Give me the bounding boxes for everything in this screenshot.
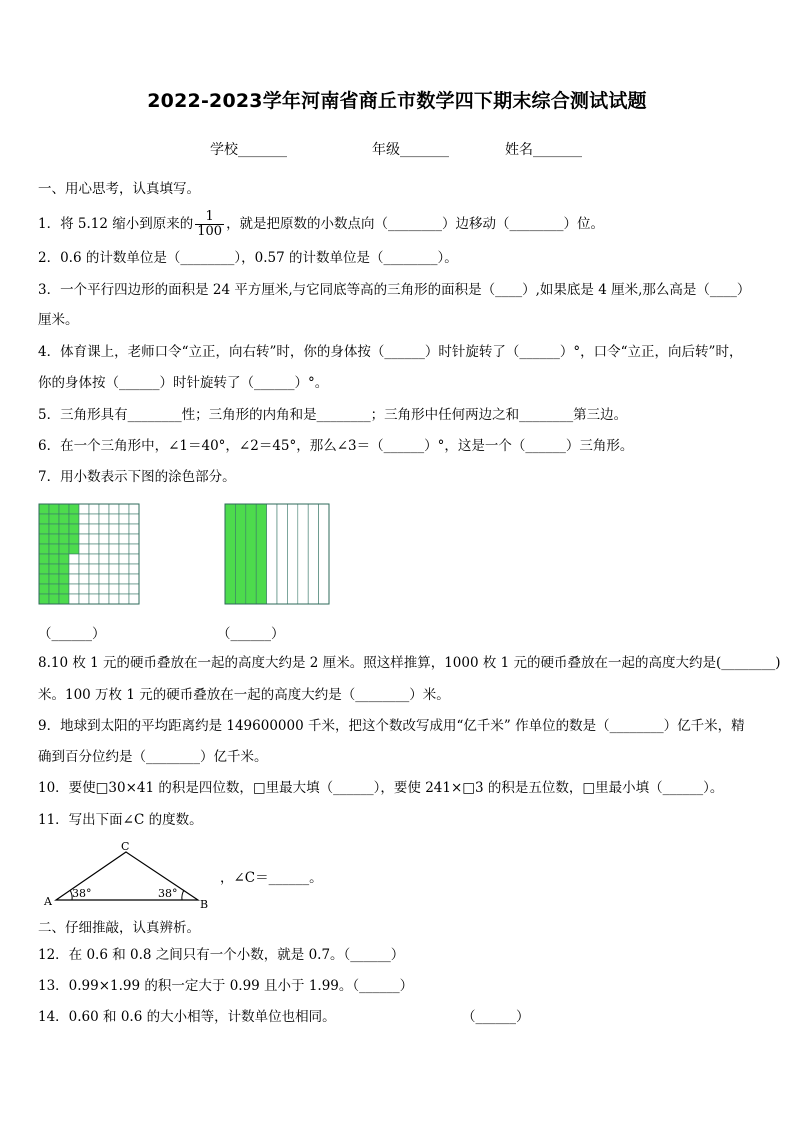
question-9-line-1: 9．地球到太阳的平均距离约是 149600000 千米，把这个数改写成用“亿千米” 作单位的数是（________）亿千米，精 [38, 718, 745, 734]
vertex-c-label: C [121, 840, 130, 853]
question-8-line-2: 米。100 万枚 1 元的硬币叠放在一起的高度大约是（________）米。 [38, 687, 450, 703]
question-14: 14．0.60 和 0.6 的大小相等，计数单位也相同。 [38, 1009, 336, 1025]
empty-cell [129, 584, 139, 594]
empty-strip [277, 504, 287, 604]
question-9-line-2: 确到百分位约是（________）亿千米。 [38, 749, 268, 765]
shaded-cell [49, 534, 59, 544]
shaded-cell [49, 564, 59, 574]
q7-answer-blank-1: （______） [38, 626, 106, 642]
empty-cell [79, 544, 89, 554]
empty-cell [109, 534, 119, 544]
empty-cell [119, 564, 129, 574]
shaded-cell [39, 514, 49, 524]
section-1-heading: 一、用心思考，认真填写。 [38, 181, 200, 197]
empty-cell [79, 524, 89, 534]
shaded-cell [59, 574, 69, 584]
empty-cell [79, 574, 89, 584]
empty-cell [99, 594, 109, 604]
empty-cell [109, 584, 119, 594]
empty-cell [119, 514, 129, 524]
shaded-cell [59, 524, 69, 534]
shaded-cell [49, 514, 59, 524]
empty-cell [119, 544, 129, 554]
empty-cell [89, 554, 99, 564]
question-7: 7．用小数表示下图的涂色部分。 [38, 469, 236, 485]
shaded-cell [59, 584, 69, 594]
empty-cell [109, 544, 119, 554]
empty-cell [129, 574, 139, 584]
angle-b-label: 38° [158, 887, 178, 900]
name-field: 姓名_______ [505, 142, 582, 158]
empty-cell [69, 584, 79, 594]
shaded-cell [39, 554, 49, 564]
shaded-cell [39, 544, 49, 554]
question-10: 10．要使□30×41 的积是四位数，□里最大填（______），要使 241×□3 的积是五位数，□里最小填（______）。 [38, 780, 724, 796]
question-8-line-1: 8.10 枚 1 元的硬币叠放在一起的高度大约是 2 厘米。照这样推算，1000 枚 1 元的硬币叠放在一起的高度大约是(________) [38, 655, 781, 671]
question-5: 5．三角形具有________性；三角形的内角和是________；三角形中任何两边之和________第三边。 [38, 407, 628, 423]
question-1 [38, 210, 768, 239]
shaded-cell [59, 504, 69, 514]
shaded-cell [39, 564, 49, 574]
empty-cell [89, 594, 99, 604]
empty-cell [99, 514, 109, 524]
question-11-answer: ，∠C＝______。 [220, 870, 323, 886]
question-12: 12．在 0.6 和 0.8 之间只有一个小数，就是 0.7。（______） [38, 947, 405, 963]
empty-cell [99, 504, 109, 514]
school-field: 学校_______ [210, 142, 287, 158]
empty-cell [69, 564, 79, 574]
question-14-blank: （______） [462, 1009, 530, 1025]
empty-cell [129, 554, 139, 564]
empty-cell [109, 574, 119, 584]
empty-cell [129, 504, 139, 514]
empty-cell [129, 524, 139, 534]
shaded-strip [256, 504, 266, 604]
question-1-before: 1．将 5.12 缩小到原来的 [38, 216, 194, 232]
empty-cell [99, 534, 109, 544]
shaded-cell [49, 584, 59, 594]
fraction-denominator: 100 [197, 224, 223, 239]
empty-cell [79, 534, 89, 544]
empty-cell [129, 544, 139, 554]
empty-cell [129, 514, 139, 524]
empty-cell [69, 594, 79, 604]
empty-cell [89, 514, 99, 524]
empty-cell [89, 564, 99, 574]
shaded-cell [59, 514, 69, 524]
shaded-cell [49, 544, 59, 554]
shaded-cell [39, 534, 49, 544]
empty-cell [99, 524, 109, 534]
shaded-cell [69, 514, 79, 524]
shaded-cell [39, 504, 49, 514]
angle-a-label: 38° [72, 887, 92, 900]
empty-cell [69, 574, 79, 584]
shaded-cell [59, 554, 69, 564]
angle-b-arc [182, 890, 184, 900]
shaded-cell [39, 524, 49, 534]
empty-cell [89, 574, 99, 584]
question-11: 11．写出下面∠C 的度数。 [38, 812, 203, 828]
question-3-line-1: 3．一个平行四边形的面积是 24 平方厘米,与它同底等高的三角形的面积是（____）,如果底是 4 厘米,那么高是（____） [38, 282, 751, 298]
shaded-strip [235, 504, 245, 604]
grade-field: 年级_______ [372, 142, 449, 158]
empty-cell [129, 564, 139, 574]
empty-cell [99, 544, 109, 554]
empty-cell [129, 534, 139, 544]
shaded-cell [49, 554, 59, 564]
shaded-cell [49, 504, 59, 514]
triangle-abc-figure [38, 838, 213, 910]
shaded-cell [69, 524, 79, 534]
question-6: 6．在一个三角形中，∠1＝40°，∠2＝45°，那么∠3＝（______）°，这是一个（______）三角形。 [38, 438, 634, 454]
shaded-cell [59, 564, 69, 574]
shaded-cell [49, 594, 59, 604]
empty-cell [119, 534, 129, 544]
empty-cell [99, 574, 109, 584]
empty-cell [99, 554, 109, 564]
empty-cell [109, 564, 119, 574]
empty-strip [308, 504, 318, 604]
shaded-strip [246, 504, 256, 604]
empty-cell [79, 504, 89, 514]
shaded-cell [59, 544, 69, 554]
empty-cell [99, 564, 109, 574]
shaded-cell [49, 574, 59, 584]
question-13: 13．0.99×1.99 的积一定大于 0.99 且小于 1.99。（______） [38, 978, 414, 994]
vertex-b-label: B [200, 898, 209, 910]
empty-cell [109, 514, 119, 524]
empty-cell [109, 554, 119, 564]
empty-cell [79, 514, 89, 524]
empty-cell [89, 544, 99, 554]
empty-cell [119, 584, 129, 594]
empty-cell [89, 504, 99, 514]
empty-cell [119, 504, 129, 514]
empty-strip [319, 504, 329, 604]
shaded-cell [39, 594, 49, 604]
empty-cell [119, 554, 129, 564]
empty-strip [287, 504, 297, 604]
empty-cell [79, 594, 89, 604]
shaded-cell [59, 534, 69, 544]
empty-cell [79, 554, 89, 564]
question-4-line-2: 你的身体按（______）时针旋转了（______）°。 [38, 375, 329, 391]
shaded-cell [39, 584, 49, 594]
empty-cell [69, 554, 79, 564]
question-2: 2．0.6 的计数单位是（________），0.57 的计数单位是（________）。 [38, 250, 458, 266]
fraction-numerator: 1 [195, 210, 224, 225]
shaded-cell [39, 574, 49, 584]
empty-cell [119, 574, 129, 584]
empty-strip [267, 504, 277, 604]
shaded-cell [69, 504, 79, 514]
vertex-a-label: A [44, 895, 52, 908]
empty-cell [89, 524, 99, 534]
section-2-heading: 二、仔细推敲，认真辨析。 [38, 920, 200, 936]
fraction-one-hundredth [195, 210, 224, 239]
empty-cell [119, 594, 129, 604]
shaded-cell [59, 594, 69, 604]
empty-cell [89, 534, 99, 544]
shaded-strip [225, 504, 235, 604]
shaded-cell [69, 544, 79, 554]
empty-cell [79, 584, 89, 594]
empty-cell [99, 584, 109, 594]
hundred-grid-figure [38, 503, 140, 605]
q7-answer-blank-2: （______） [217, 626, 285, 642]
empty-cell [79, 564, 89, 574]
question-4-line-1: 4．体育课上，老师口令“立正，向右转”时，你的身体按（______）时针旋转了（______）°，口令“立正，向后转”时， [38, 344, 743, 360]
empty-cell [109, 504, 119, 514]
tenths-strip-figure [224, 503, 330, 605]
empty-cell [89, 584, 99, 594]
page-title: 2022-2023学年河南省商丘市数学四下期末综合测试试题 [147, 90, 647, 112]
empty-cell [119, 524, 129, 534]
empty-cell [109, 594, 119, 604]
empty-strip [298, 504, 308, 604]
question-1-after: ，就是把原数的小数点向（________）边移动（________）位。 [226, 216, 605, 232]
shaded-cell [49, 524, 59, 534]
shaded-cell [69, 534, 79, 544]
empty-cell [109, 524, 119, 534]
empty-cell [129, 594, 139, 604]
question-3-line-2: 厘米。 [38, 312, 79, 328]
